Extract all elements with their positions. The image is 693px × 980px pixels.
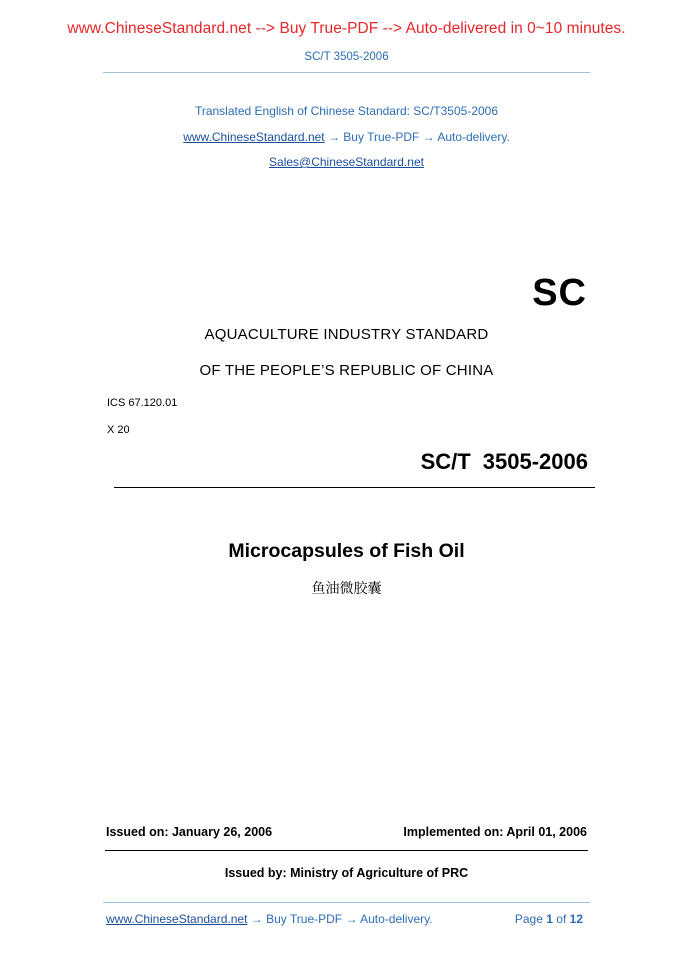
footer-purchase-line bbox=[106, 912, 433, 926]
footer-site-link[interactable]: www.ChineseStandard.net bbox=[106, 912, 248, 926]
page-indicator bbox=[515, 912, 583, 926]
page-label: Page bbox=[514, 912, 543, 926]
site-link[interactable]: www.ChineseStandard.net bbox=[183, 130, 325, 144]
header-divider bbox=[103, 72, 590, 73]
implemented-on-date: Implemented on: April 01, 2006 bbox=[403, 825, 587, 839]
running-header-code: SC/T 3505-2006 bbox=[304, 51, 389, 63]
top-banner[interactable]: www.ChineseStandard.net --> Buy True-PDF --> Auto-delivered in 0~10 minutes. bbox=[67, 20, 626, 37]
footer-divider bbox=[103, 902, 590, 903]
email-link[interactable]: Sales@ChineseStandard.net bbox=[269, 155, 424, 169]
industry-standard-line2: OF THE PEOPLE’S REPUBLIC OF CHINA bbox=[199, 362, 494, 379]
issuing-authority: Issued by: Ministry of Agriculture of PRC bbox=[224, 866, 469, 880]
email-line bbox=[0, 155, 693, 169]
translation-note: Translated English of Chinese Standard: SC/T3505-2006 bbox=[194, 104, 499, 118]
standard-number-divider bbox=[114, 487, 595, 488]
sc-mark: SC bbox=[532, 272, 587, 314]
issued-on-date: Issued on: January 26, 2006 bbox=[106, 825, 273, 839]
standard-number: SC/T 3505-2006 bbox=[420, 449, 588, 474]
document-title-chinese: 鱼油微胶囊 bbox=[311, 580, 382, 596]
purchase-line bbox=[0, 130, 693, 144]
industry-standard-line1: AQUACULTURE INDUSTRY STANDARD bbox=[204, 326, 489, 343]
page-current: 1 bbox=[546, 912, 553, 926]
purchase-line-text: → Buy True-PDF → Auto-delivery. bbox=[324, 130, 510, 144]
dates-divider bbox=[105, 850, 588, 851]
classification-code: X 20 bbox=[107, 424, 130, 436]
page-total: 12 bbox=[569, 912, 583, 926]
footer-purchase-text: → Buy True-PDF → Auto-delivery. bbox=[247, 912, 433, 926]
page-of: of bbox=[556, 912, 567, 926]
ics-code: ICS 67.120.01 bbox=[107, 397, 178, 409]
document-title: Microcapsules of Fish Oil bbox=[228, 540, 465, 562]
